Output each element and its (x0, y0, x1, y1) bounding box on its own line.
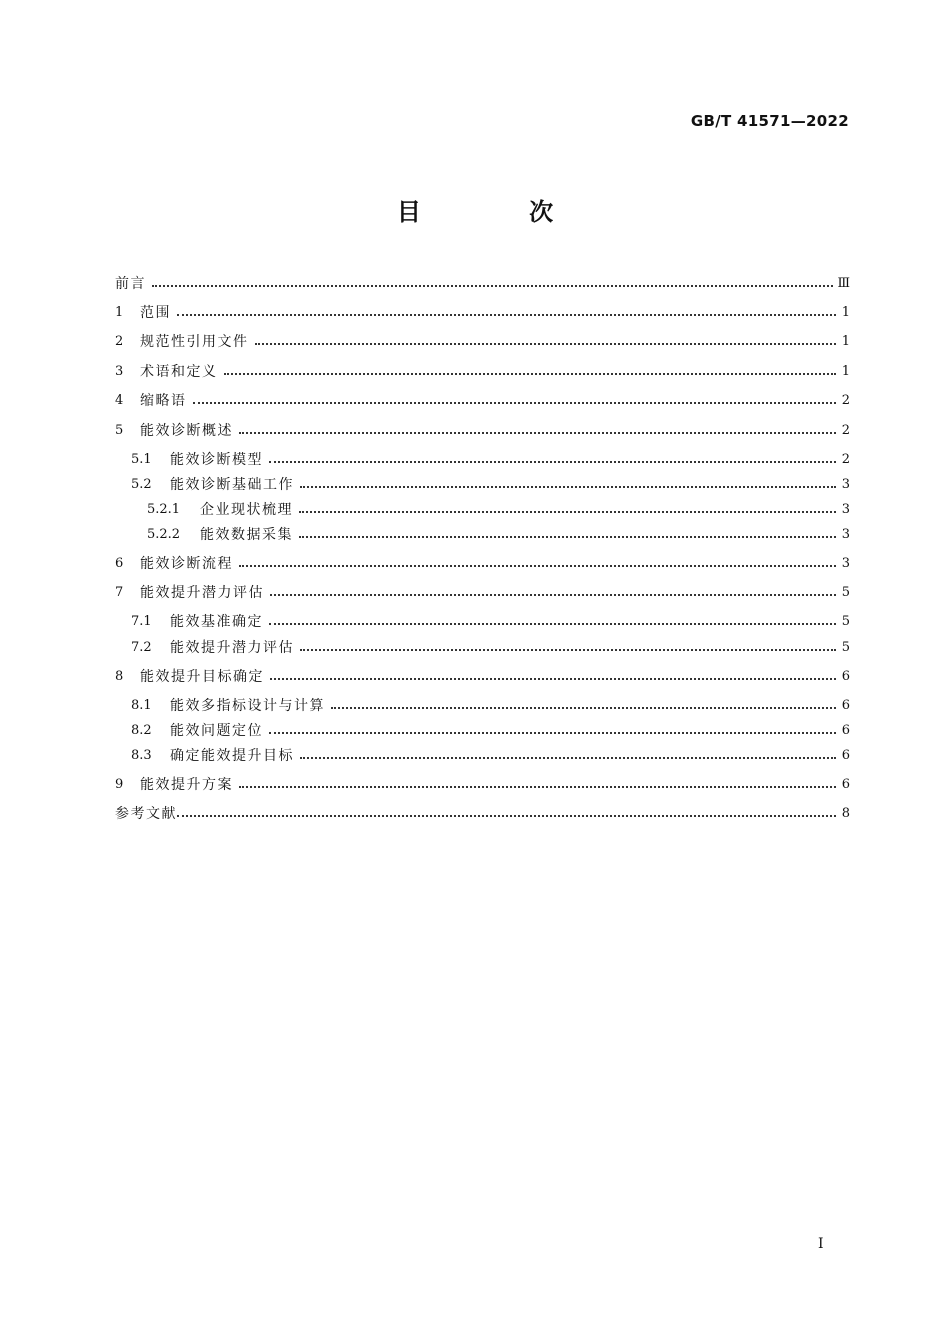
toc-leader-dots (269, 448, 836, 472)
toc-title: 目 次 (396, 198, 604, 226)
toc-leader-dots (177, 301, 836, 325)
toc-entry-number: 6 (115, 556, 124, 571)
toc-entry-number: 8 (115, 669, 124, 684)
toc-entry-number: 8.2 (131, 723, 152, 738)
toc-entry-7[interactable] (115, 581, 850, 605)
toc-leader-dots (300, 744, 836, 768)
toc-entry-number: 7 (115, 585, 124, 600)
toc-entry-page: 2 (841, 393, 850, 408)
toc-entry-label: 能效问题定位 (170, 723, 263, 739)
toc-entry-number: 5.1 (131, 452, 152, 467)
toc-entry-label: 前言 (115, 276, 146, 292)
toc-entry-page: 2 (841, 452, 850, 467)
toc-entry-8[interactable] (115, 665, 850, 689)
toc-entry-label: 能效基准确定 (170, 614, 263, 630)
toc-entry-number: 4 (115, 393, 124, 408)
toc-leader-dots (269, 719, 836, 743)
toc-entry-page: 1 (841, 305, 850, 320)
toc-entry-label: 能效提升潜力评估 (170, 640, 294, 656)
toc-entry-label: 规范性引用文件 (140, 334, 249, 350)
toc-entry-label: 企业现状梳理 (200, 502, 293, 518)
toc-entry-label: 能效诊断概述 (140, 423, 233, 439)
toc-entry-8-1[interactable] (115, 694, 850, 718)
toc-entry-label: 范围 (140, 305, 171, 321)
toc-entry-3[interactable] (115, 360, 850, 384)
toc-entry-number: 2 (115, 334, 124, 349)
toc-entry-7-2[interactable] (115, 636, 850, 660)
toc-entry-number: 5 (115, 423, 124, 438)
toc-entry-9[interactable] (115, 773, 850, 797)
toc-entry-label: 能效提升目标确定 (140, 669, 264, 685)
toc-leader-dots (239, 773, 836, 797)
toc-entry-1[interactable] (115, 301, 850, 325)
toc-entry-page: 5 (841, 585, 850, 600)
toc-entry-8-3[interactable] (115, 744, 850, 768)
toc-entry-number: 9 (115, 777, 124, 792)
toc-entry-label: 能效诊断基础工作 (170, 477, 294, 493)
toc-entry-6[interactable] (115, 552, 850, 576)
toc-entry-8-2[interactable] (115, 719, 850, 743)
toc-leader-dots (255, 330, 837, 354)
toc-entry-4[interactable] (115, 389, 850, 413)
toc-entry-page: 5 (841, 614, 850, 629)
toc-entry-page: 3 (841, 556, 850, 571)
toc-leader-dots (193, 389, 837, 413)
toc-entry-page: 1 (841, 364, 850, 379)
toc-entry-2[interactable] (115, 330, 850, 354)
toc-entry-page: 2 (841, 423, 850, 438)
toc-entry-number: 7.2 (131, 640, 152, 655)
toc-entry-number: 7.1 (131, 614, 152, 629)
toc-entry-number: 3 (115, 364, 124, 379)
toc-leader-dots (239, 552, 836, 576)
toc-leader-dots (152, 272, 833, 296)
toc-entry-label: 能效诊断流程 (140, 556, 233, 572)
toc-entry-5-1[interactable] (115, 448, 850, 472)
toc-entry-label: 能效诊断模型 (170, 452, 263, 468)
toc-leader-dots (269, 610, 836, 634)
page-number: Ⅰ (818, 1236, 824, 1252)
toc-entry-page: Ⅲ (837, 276, 850, 291)
toc-leader-dots (331, 694, 836, 718)
toc-entry-page: 3 (841, 527, 850, 542)
toc-leader-dots (299, 523, 836, 547)
toc-entry-label: 缩略语 (140, 393, 187, 409)
toc-entry-page: 6 (841, 723, 850, 738)
toc-entry-5-2[interactable] (115, 473, 850, 497)
toc-entry-5[interactable] (115, 419, 850, 443)
toc-entry-label: 能效数据采集 (200, 527, 293, 543)
toc-entry-label: 确定能效提升目标 (170, 748, 294, 764)
toc-entry-page: 6 (841, 698, 850, 713)
document-code: GB/T 41571—2022 (690, 112, 849, 130)
toc-leader-dots (300, 636, 836, 660)
toc-leader-dots (270, 665, 836, 689)
toc-entry-page: 3 (841, 502, 850, 517)
toc-leader-dots (270, 581, 836, 605)
toc-entry-page: 8 (841, 806, 850, 821)
table-of-contents (115, 0, 850, 1344)
toc-entry-5-2-1[interactable] (115, 498, 850, 522)
toc-entry-number: 8.3 (131, 748, 152, 763)
toc-entry-page: 5 (841, 640, 850, 655)
toc-entry-label: 能效提升方案 (140, 777, 233, 793)
toc-leader-dots (300, 473, 836, 497)
toc-leader-dots (299, 498, 836, 522)
toc-entry-number: 1 (115, 305, 124, 320)
toc-entry-5-2-2[interactable] (115, 523, 850, 547)
toc-entry-number: 8.1 (131, 698, 152, 713)
toc-entry-page: 3 (841, 477, 850, 492)
toc-entry-label: 能效多指标设计与计算 (170, 698, 325, 714)
toc-entry-page: 6 (841, 748, 850, 763)
toc-entry-number: 5.2 (131, 477, 152, 492)
toc-entry-preface[interactable] (115, 272, 850, 296)
toc-entry-label: 能效提升潜力评估 (140, 585, 264, 601)
toc-entry-7-1[interactable] (115, 610, 850, 634)
toc-entry-number: 5.2.2 (147, 527, 181, 542)
toc-leader-dots (177, 802, 836, 826)
toc-entry-page: 6 (841, 669, 850, 684)
toc-entry-number: 5.2.1 (147, 502, 181, 517)
toc-entry-label: 参考文献 (115, 806, 177, 822)
toc-entry-page: 1 (841, 334, 850, 349)
toc-leader-dots (239, 419, 836, 443)
toc-leader-dots (224, 360, 837, 384)
toc-entry-page: 6 (841, 777, 850, 792)
toc-entry-references[interactable] (115, 802, 850, 826)
toc-entry-label: 术语和定义 (140, 364, 218, 380)
